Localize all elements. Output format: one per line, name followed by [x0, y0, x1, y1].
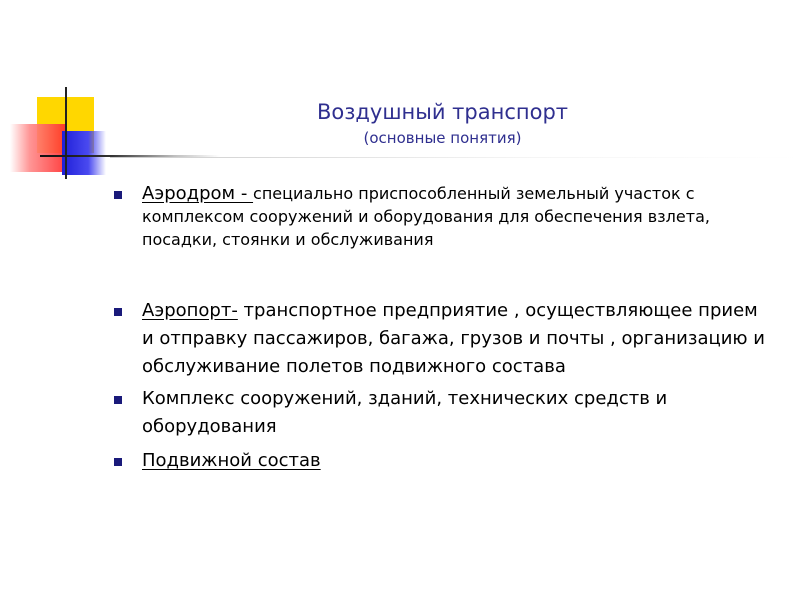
bullet-list	[110, 182, 770, 475]
definition-text: транспортное предприятие , осуществляющее прием и отправку пассажиров, багажа, грузов и почты , организацию и обслуживание полетов подвижного состава	[142, 300, 765, 377]
definition-text: специально приспособленный земельный участок с комплексом сооружений и оборудования для обеспечения взлета, посадки, стоянки и обслуживания	[142, 184, 710, 249]
list-item	[110, 447, 770, 475]
list-item	[110, 182, 770, 251]
list-item	[110, 297, 770, 381]
logo-blue-square	[62, 131, 106, 175]
term-rolling-stock: Подвижной состав	[142, 450, 321, 471]
logo-red-square	[10, 124, 66, 172]
slide-title: Воздушный транспорт	[316, 100, 569, 124]
term-aeroport: Аэропорт-	[142, 300, 238, 321]
term-aerodrom: Аэродром -	[142, 183, 254, 204]
square-bullet-icon	[114, 191, 122, 199]
square-bullet-icon	[114, 308, 122, 316]
logo-vertical-line	[65, 87, 67, 179]
decorative-logo	[0, 0, 180, 190]
definition-text: Комплекс сооружений, зданий, технических средств и оборудования	[142, 388, 668, 437]
list-item	[110, 385, 770, 441]
slide-subtitle: (основные понятия)	[363, 129, 522, 147]
square-bullet-icon	[114, 458, 122, 466]
square-bullet-icon	[114, 396, 122, 404]
title-divider	[110, 157, 800, 158]
